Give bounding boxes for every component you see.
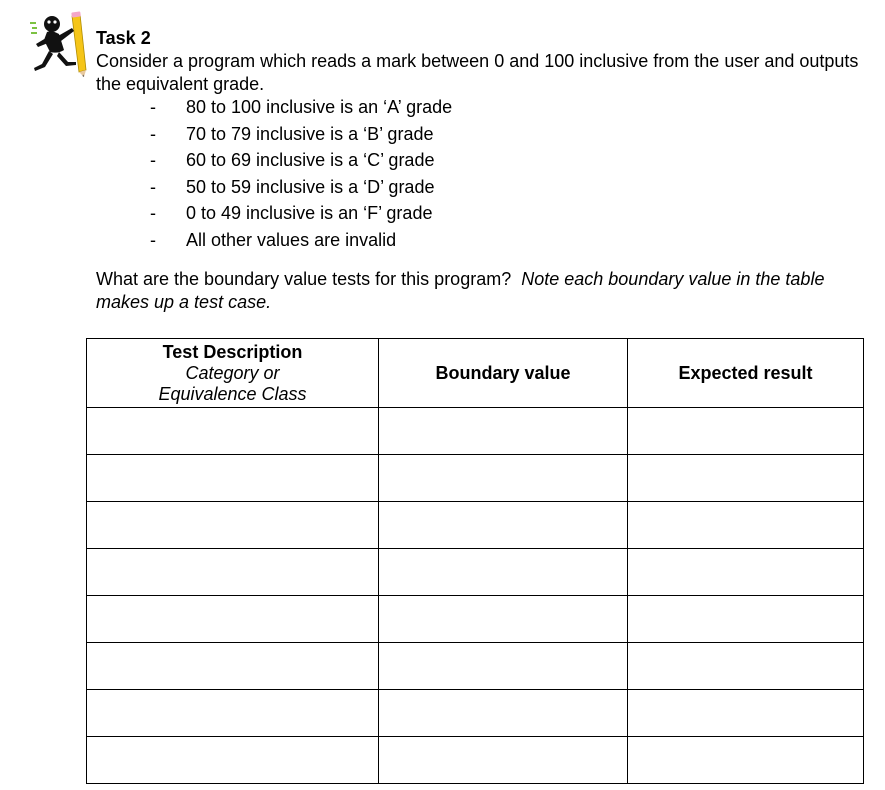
cell-boundary-value[interactable] (379, 596, 628, 643)
bullet-dash: - (150, 176, 156, 197)
cell-test-description[interactable] (87, 549, 379, 596)
stars-icon (30, 22, 37, 34)
question-note: Note each boundary value in the table makes up a test case. (96, 269, 825, 312)
table-row (87, 502, 864, 549)
bullet-dash: - (150, 97, 156, 117)
grade-rule-item (150, 96, 452, 123)
bullet-dash: - (150, 203, 156, 223)
table-header-row (87, 339, 864, 408)
task-title: Task 2 (96, 28, 151, 48)
cell-boundary-value[interactable] (379, 408, 628, 455)
cell-test-description[interactable] (87, 643, 379, 690)
header-description-line1: Category or (185, 362, 280, 383)
table-row (87, 643, 864, 690)
cell-expected-result[interactable] (628, 549, 864, 596)
table-row (87, 455, 864, 502)
cell-boundary-value[interactable] (379, 549, 628, 596)
cell-expected-result[interactable] (628, 737, 864, 784)
header-expected-result (628, 339, 864, 408)
cell-expected-result[interactable] (628, 455, 864, 502)
table-row (87, 690, 864, 737)
stick-figure-icon (34, 16, 76, 71)
grade-rule-text: 70 to 79 inclusive is a ‘B’ grade (186, 123, 434, 144)
grade-rule-item (150, 149, 452, 176)
cell-expected-result[interactable] (628, 596, 864, 643)
pencil-figure-icon (28, 10, 94, 78)
cell-test-description[interactable] (87, 596, 379, 643)
bullet-dash: - (150, 123, 156, 144)
bullet-dash: - (150, 229, 156, 250)
grade-rule-text: 60 to 69 inclusive is a ‘C’ grade (186, 150, 435, 170)
table-body (87, 408, 864, 784)
task-intro (96, 50, 881, 96)
header-boundary-value (379, 339, 628, 408)
question-paragraph (96, 268, 876, 314)
grade-rule-text: All other values are invalid (186, 229, 397, 250)
header-boundary-value-label: Boundary value (435, 362, 571, 383)
cell-boundary-value[interactable] (379, 455, 628, 502)
header-expected-result-label: Expected result (678, 362, 813, 383)
cell-test-description[interactable] (87, 408, 379, 455)
cell-boundary-value[interactable] (379, 643, 628, 690)
header-description-title: Test Description (162, 341, 303, 362)
table-row (87, 737, 864, 784)
question-text: What are the boundary value tests for this program? (96, 269, 512, 289)
pencil-icon (71, 11, 86, 77)
grade-rule-item (150, 229, 452, 256)
cell-boundary-value[interactable] (379, 502, 628, 549)
cell-boundary-value[interactable] (379, 690, 628, 737)
grade-rules-list (150, 96, 452, 255)
grade-rule-item (150, 202, 452, 229)
cell-expected-result[interactable] (628, 690, 864, 737)
cell-expected-result[interactable] (628, 502, 864, 549)
header-test-description (87, 339, 379, 408)
header-description-line2: Equivalence Class (158, 383, 307, 404)
table-row (87, 549, 864, 596)
cell-test-description[interactable] (87, 502, 379, 549)
table-row (87, 596, 864, 643)
grade-rule-text: 50 to 59 inclusive is a ‘D’ grade (186, 176, 435, 197)
cell-test-description[interactable] (87, 690, 379, 737)
grade-rule-text: 0 to 49 inclusive is an ‘F’ grade (186, 203, 433, 223)
cell-expected-result[interactable] (628, 643, 864, 690)
task-intro-text: Consider a program which reads a mark between 0 and 100 inclusive from the user and outputs the equivalent grade. (96, 51, 859, 94)
cell-boundary-value[interactable] (379, 737, 628, 784)
cell-test-description[interactable] (87, 737, 379, 784)
boundary-test-table (86, 338, 864, 784)
table-row (87, 408, 864, 455)
cell-test-description[interactable] (87, 455, 379, 502)
grade-rule-item (150, 176, 452, 203)
grade-rule-item (150, 123, 452, 150)
cell-expected-result[interactable] (628, 408, 864, 455)
grade-rule-text: 80 to 100 inclusive is an ‘A’ grade (186, 97, 453, 117)
bullet-dash: - (150, 150, 156, 170)
